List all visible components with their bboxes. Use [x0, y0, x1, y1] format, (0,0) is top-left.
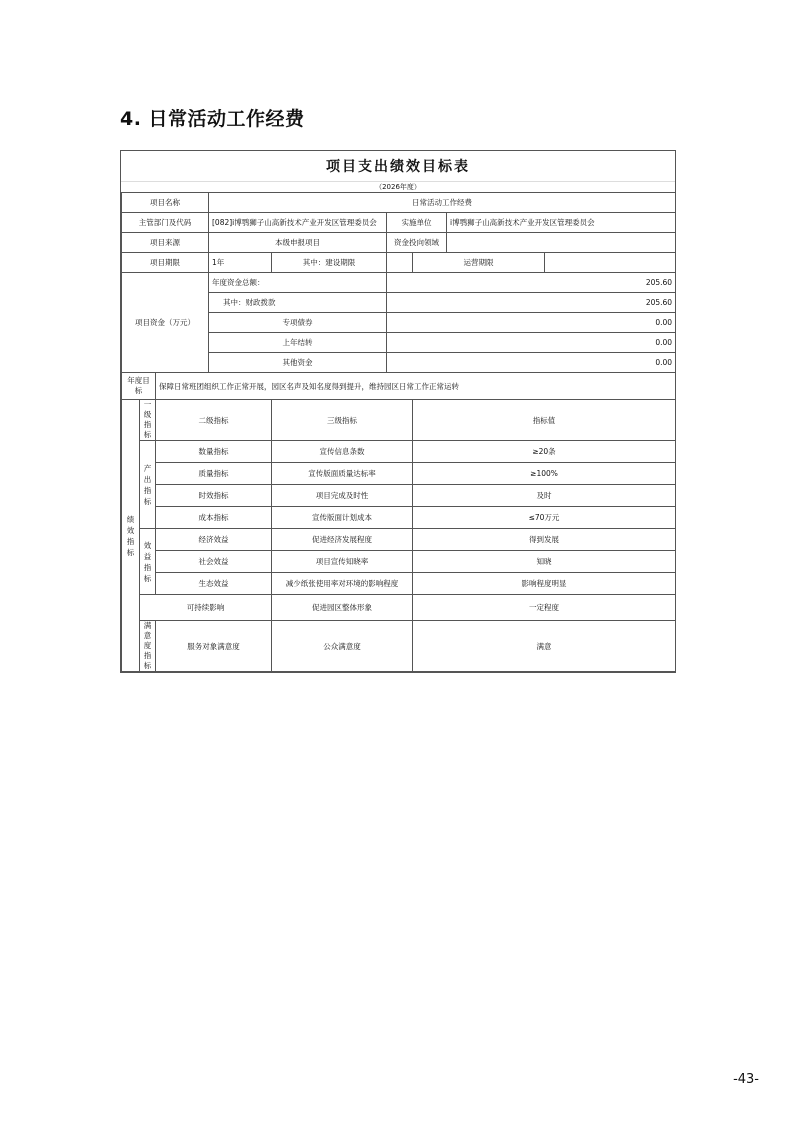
- l2-cell: 生态效益: [156, 573, 272, 595]
- department-label: 主管部门及代码: [122, 213, 209, 233]
- fund-label: 专项债券: [209, 313, 387, 333]
- fund-value: 0.00: [387, 353, 676, 373]
- l2-cell: 可持续影响: [140, 595, 272, 621]
- page-number: -43-: [733, 1072, 759, 1087]
- row-source: [122, 233, 676, 253]
- l2-cell: 时效指标: [156, 485, 272, 507]
- period-label: 项目期限: [122, 253, 209, 273]
- table-row: [122, 551, 676, 573]
- fund-direction-value: [447, 233, 676, 253]
- table-row: [122, 507, 676, 529]
- fund-label: 年度资金总额：: [209, 273, 387, 293]
- section-title: 4. 日常活动工作经费: [120, 108, 305, 130]
- impl-unit-value: i博鹗狮子山高新技术产业开发区管理委员会: [447, 213, 676, 233]
- performance-target-table: [120, 150, 676, 673]
- ops-period-value: [545, 253, 676, 273]
- table-row: [122, 573, 676, 595]
- fund-direction-label: 资金投向领域: [387, 233, 447, 253]
- table-grid: [121, 192, 676, 672]
- l3-cell: 项目完成及时性: [272, 485, 413, 507]
- department-value: [082]i博鹗狮子山高新技术产业开发区管理委员会: [209, 213, 387, 233]
- row-fund-total: [122, 273, 676, 293]
- output-label: 产出指标: [140, 441, 156, 529]
- row-department: [122, 213, 676, 233]
- value-cell: 满意: [413, 621, 676, 672]
- table-row: [122, 529, 676, 551]
- fund-value: 205.60: [387, 293, 676, 313]
- fund-label: 其中：财政拨款: [209, 293, 387, 313]
- source-value: 本级申报项目: [209, 233, 387, 253]
- l3-cell: 减少纸张使用率对环境的影响程度: [272, 573, 413, 595]
- header-level2: 二级指标: [156, 400, 272, 441]
- satisfaction-label: 满意度指标: [140, 621, 156, 672]
- benefit-label: 效益指标: [140, 529, 156, 595]
- l3-cell: 宣传信息条数: [272, 441, 413, 463]
- project-name-label: 项目名称: [122, 193, 209, 213]
- fund-value: 0.00: [387, 333, 676, 353]
- value-cell: ≥20条: [413, 441, 676, 463]
- value-cell: ≥100%: [413, 463, 676, 485]
- period-value: 1年: [209, 253, 272, 273]
- l3-cell: 宣传版面计划成本: [272, 507, 413, 529]
- l2-cell: 服务对象满意度: [156, 621, 272, 672]
- value-cell: 及时: [413, 485, 676, 507]
- l2-cell: 社会效益: [156, 551, 272, 573]
- table-row: [122, 463, 676, 485]
- annual-goal-label: 年度目标: [122, 373, 156, 400]
- value-cell: ≤70万元: [413, 507, 676, 529]
- table-row: [122, 595, 676, 621]
- fund-label: 其他资金: [209, 353, 387, 373]
- l3-cell: 宣传版面质量达标率: [272, 463, 413, 485]
- header-level3: 三级指标: [272, 400, 413, 441]
- l3-cell: 公众满意度: [272, 621, 413, 672]
- fund-value: 205.60: [387, 273, 676, 293]
- table-year: （2026年度）: [375, 183, 421, 191]
- fund-value: 0.00: [387, 313, 676, 333]
- table-title: 项目支出绩效目标表: [121, 151, 675, 182]
- l2-cell: 质量指标: [156, 463, 272, 485]
- l3-cell: 促进园区整体形象: [272, 595, 413, 621]
- row-period: [122, 253, 676, 273]
- table-row: [122, 441, 676, 463]
- source-label: 项目来源: [122, 233, 209, 253]
- l2-cell: 经济效益: [156, 529, 272, 551]
- value-cell: 得到发展: [413, 529, 676, 551]
- row-project-name: [122, 193, 676, 213]
- row-annual-goal: [122, 373, 676, 400]
- value-cell: 知晓: [413, 551, 676, 573]
- table-row: [122, 485, 676, 507]
- project-name-value: 日常活动工作经费: [209, 193, 676, 213]
- value-cell: 一定程度: [413, 595, 676, 621]
- build-period-label: 其中：建设期限: [272, 253, 387, 273]
- funds-label: 项目资金（万元）: [122, 273, 209, 373]
- fund-label: 上年结转: [209, 333, 387, 353]
- l2-cell: 成本指标: [156, 507, 272, 529]
- value-cell: 影响程度明显: [413, 573, 676, 595]
- header-value: 指标值: [413, 400, 676, 441]
- annual-goal-value: 保障日常班团组织工作正常开展，园区名声及知名度得到提升，维持园区日常工作正常运转: [156, 373, 676, 400]
- l3-cell: 项目宣传知晓率: [272, 551, 413, 573]
- row-indicator-headers: [122, 400, 676, 441]
- header-level1: 一级指标: [140, 400, 156, 441]
- table-row: [122, 621, 676, 672]
- impl-unit-label: 实施单位: [387, 213, 447, 233]
- perf-label: 绩效指标: [122, 400, 140, 672]
- l3-cell: 促进经济发展程度: [272, 529, 413, 551]
- l2-cell: 数量指标: [156, 441, 272, 463]
- build-period-value: [387, 253, 413, 273]
- ops-period-label: 运营期限: [413, 253, 545, 273]
